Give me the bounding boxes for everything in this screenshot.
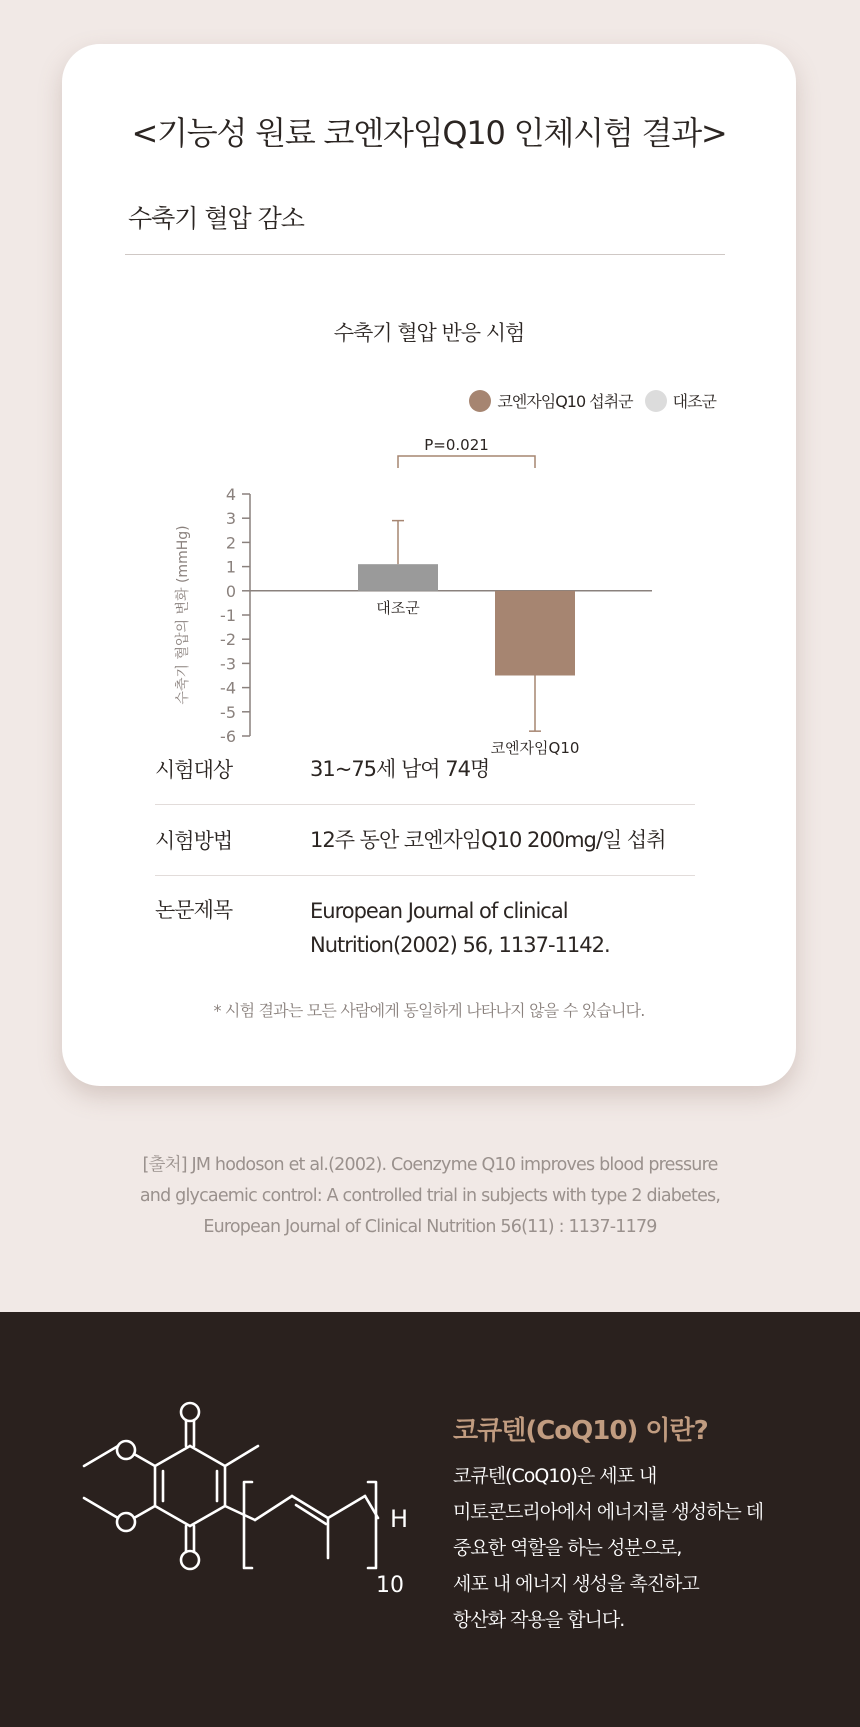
y-tick-label: 4	[225, 485, 236, 504]
info-value-line: 12주 동안 코엔자임Q10 200mg/일 섭취	[310, 828, 666, 852]
y-tick-label: 2	[225, 533, 236, 553]
y-tick-label: 0	[225, 581, 236, 601]
y-tick-label: -3	[220, 654, 236, 674]
info-row-method	[155, 805, 695, 876]
source-line: European Journal of Clinical Nutrition 56(11) : 1137-1179	[203, 1217, 657, 1237]
coq10-desc-line: 중요한 역할을 하는 성분으로,	[453, 1537, 682, 1559]
info-value	[310, 823, 695, 857]
legend-label-q10: 코엔자임Q10 섭취군	[497, 392, 633, 411]
legend-label-control: 대조군	[672, 392, 716, 411]
source-citation	[0, 1150, 860, 1243]
coq10-desc-line: 코큐텐(CoQ10)은 세포 내	[453, 1465, 657, 1487]
legend-item-q10	[469, 389, 632, 412]
coq10-desc-line: 세포 내 에너지 생성을 촉진하고	[453, 1573, 699, 1595]
chart-title: 수축기 혈압 반응 시험	[333, 321, 525, 345]
y-tick-label: -1	[220, 606, 236, 625]
divider	[125, 254, 725, 255]
info-value-line: Nutrition(2002) 56, 1137-1142.	[310, 933, 610, 957]
coq10-molecule-icon	[70, 1400, 430, 1630]
bar-1	[495, 591, 575, 676]
molecule-n-label: 10	[376, 1573, 404, 1598]
legend-dot-control	[645, 390, 667, 412]
info-value	[310, 894, 695, 962]
p-value-label: P=0.021	[424, 436, 489, 454]
coq10-desc-line: 항산화 작용을 합니다.	[453, 1609, 625, 1631]
info-table	[155, 734, 695, 984]
y-tick-label: -5	[220, 702, 236, 722]
info-row-paper	[155, 876, 695, 984]
y-tick-label: 3	[225, 509, 236, 529]
category-label: 대조군	[376, 598, 420, 617]
category-label: 코엔자임Q10	[490, 739, 580, 758]
legend-item-control	[645, 389, 716, 412]
bar-chart	[62, 424, 796, 764]
coq10-description	[453, 1458, 813, 1638]
y-tick-label: -6	[220, 727, 236, 746]
section-title: 수축기 혈압 감소	[128, 204, 304, 233]
card-title: <기능성 원료 코엔자임Q10 인체시험 결과>	[131, 114, 727, 152]
coq10-title: 코큐텐(CoQ10) 이란?	[453, 1416, 708, 1446]
p-value-bracket	[398, 456, 535, 468]
source-line: [출처] JM hodoson et al.(2002). Coenzyme Q10 improves blood pressure	[142, 1155, 718, 1175]
info-value-line: European Journal of clinical	[310, 899, 568, 923]
info-label: 시험방법	[155, 829, 233, 853]
y-axis-label: 수축기 혈압의 변화 (mmHg)	[175, 525, 191, 705]
info-value	[310, 752, 695, 786]
y-tick-label: -2	[220, 630, 236, 650]
result-card	[62, 44, 796, 1086]
info-row-subject	[155, 734, 695, 805]
info-value-line: 31~75세 남여 74명	[310, 757, 490, 781]
y-tick-label: 1	[225, 557, 236, 577]
y-tick-label: -4	[220, 678, 236, 698]
molecule-h-label: H	[390, 1505, 409, 1533]
source-line: and glycaemic control: A controlled trial in subjects with type 2 diabetes,	[139, 1186, 721, 1206]
legend-dot-q10	[469, 390, 491, 412]
info-label: 시험대상	[155, 758, 233, 782]
bar-0	[358, 564, 438, 591]
info-label: 논문제목	[155, 898, 233, 922]
chart-legend	[457, 389, 716, 412]
disclaimer-note: * 시험 결과는 모든 사람에게 동일하게 나타나지 않을 수 있습니다.	[213, 1001, 645, 1020]
coq10-desc-line: 미토콘드리아에서 에너지를 생성하는 데	[453, 1501, 764, 1523]
